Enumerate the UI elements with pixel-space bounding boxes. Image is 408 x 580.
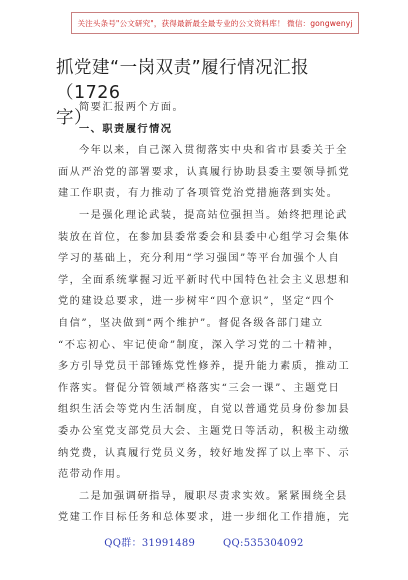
paragraph-line: 简要汇报两个方面。 — [79, 102, 185, 113]
paragraph-line: 一是强化理论武装，提高站位强担当。始终把理论武 — [79, 209, 348, 221]
paragraph-line: 面从严治党的部署要求，认真履行协助县委主要领导抓党 — [58, 166, 351, 178]
paragraph-line: “不忘初心、牢记使命”制度，深入学习党的二十精神， — [58, 339, 341, 351]
paragraph-line: 多方引导党员干部锤炼党性修养，提升能力素质，推动工 — [58, 361, 351, 373]
footer-qq: QQ:535304092 — [223, 538, 304, 549]
paragraph-line: 纳党费，认真履行党员义务，较好地发挥了以上率下、示 — [58, 447, 351, 459]
paragraph-line: 今年以来，自己深入贯彻落实中央和省市县委关于全 — [79, 145, 348, 157]
paragraph-line: 建工作职责，有力推动了各项管党治党措施落到实处。 — [58, 188, 339, 200]
paragraph-line: 党建工作目标任务和总体要求，进一步细化工作措施，完 — [58, 512, 351, 524]
paragraph-line: 委办公室党支部党员大会、主题党日等活动，积极主动缴 — [58, 425, 351, 437]
section-heading: 一、职责履行情况 — [79, 123, 173, 135]
paragraph-line: 党的建设总要求，进一步树牢“四个意识”，坚定“四个 — [58, 296, 336, 308]
title-line-1: 抓党建“一岗双责”履行情况汇报（1726 — [56, 58, 310, 103]
title-line-2: 字） — [56, 108, 92, 128]
paragraph-line: 组织生活会等党内生活制度，自觉以普通党员身份参加县 — [58, 404, 351, 416]
paragraph-line: 装放在首位，在参加县委常委会和县委中心组学习会集体 — [58, 231, 351, 243]
banner-text: 关注头条号"公文研究"，获得最新最全最专业的公文资料库！ 微信：gongwenyj — [77, 18, 353, 28]
paragraph-line: 自信”，坚决做到“两个维护”。督促各级各部门建立 — [58, 317, 324, 329]
document-body — [58, 97, 354, 529]
header-banner — [71, 12, 359, 34]
paragraph-line: 二是加强调研指导，履职尽责求实效。紧紧围绕全县 — [79, 490, 348, 502]
paragraph-line: 范带动作用。 — [58, 469, 129, 481]
footer-qq-group: QQ群：31991489 — [104, 538, 196, 549]
footer-contact — [0, 534, 408, 549]
paragraph-line: 学习的基础上，充分利用“学习强国”等平台加强个人自 — [58, 253, 341, 265]
paragraph-line: 学，全面系统掌握习近平新时代中国特色社会主义思想和 — [58, 274, 351, 286]
paragraph-line: 作落实。督促分管领域严格落实“三会一课”、主题党日 — [58, 382, 341, 394]
